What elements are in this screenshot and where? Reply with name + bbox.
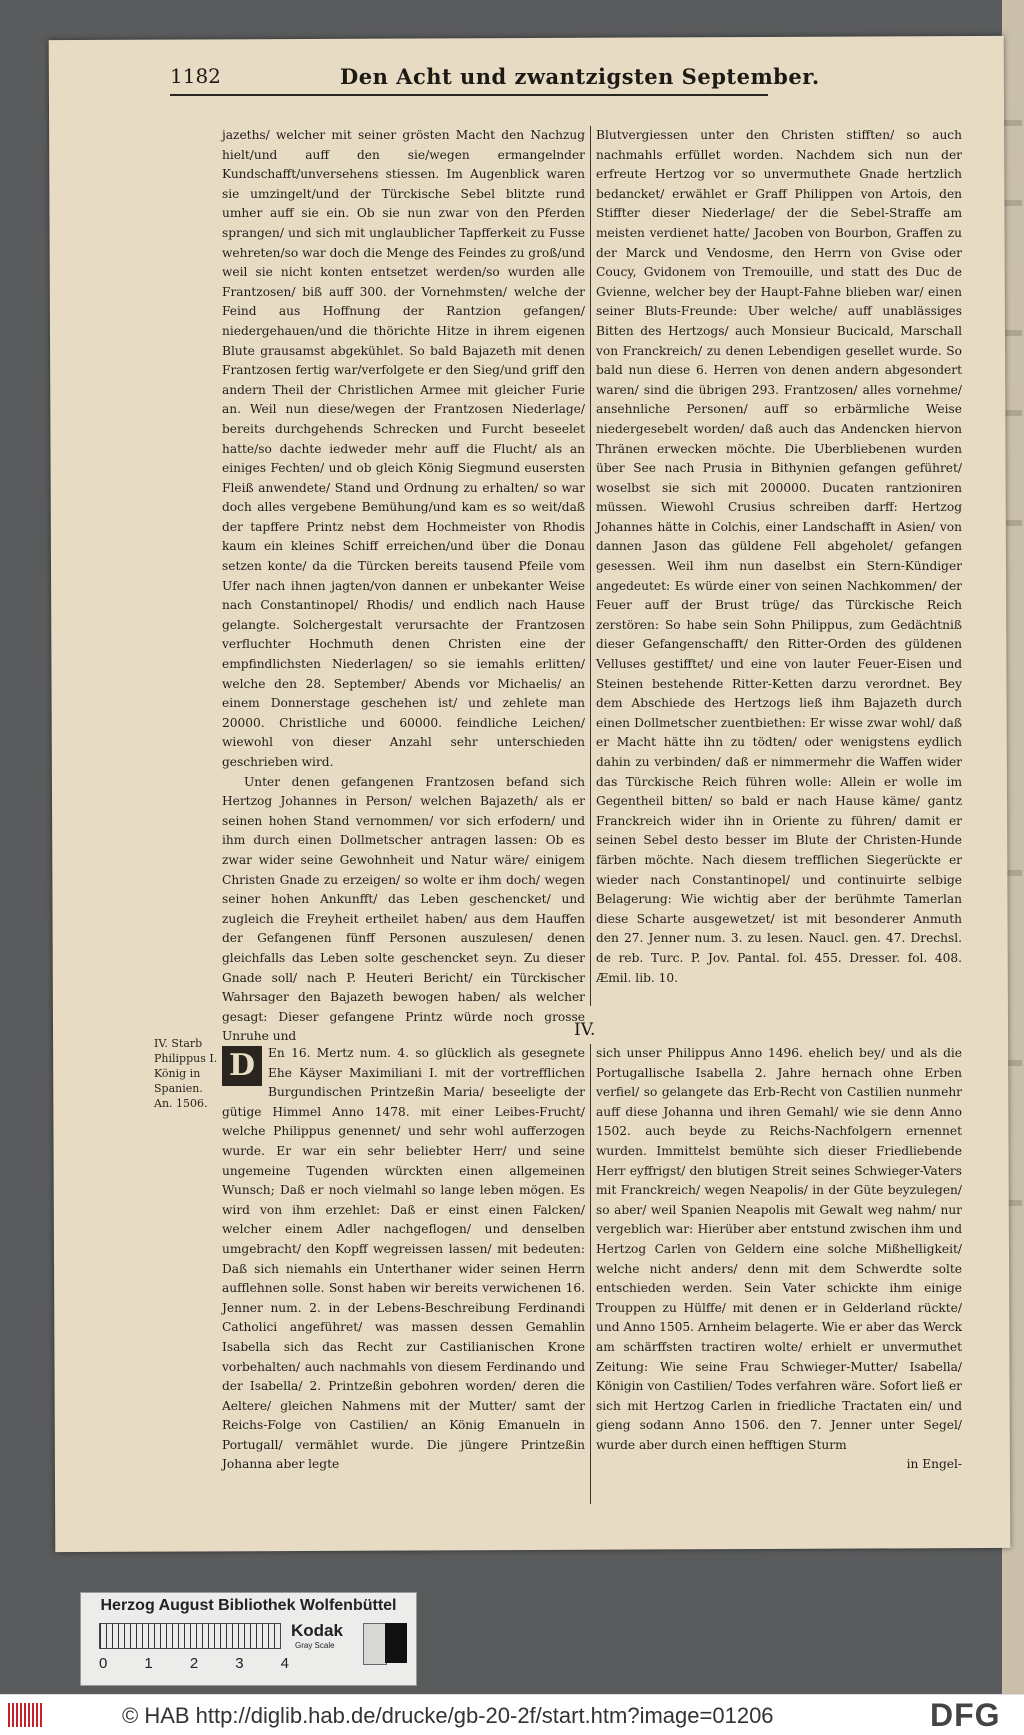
decorated-initial: D	[222, 1046, 262, 1086]
tick-label: 2	[189, 1655, 199, 1672]
text-column-2	[596, 126, 962, 1006]
dfg-logo: DFG	[930, 1697, 1001, 1733]
catchword: in Engel-	[906, 1457, 962, 1472]
page-number: 1182	[170, 64, 221, 88]
ruler-scale	[99, 1623, 281, 1649]
gray-swatch	[363, 1623, 387, 1665]
paragraph: jazeths/ welcher mit seiner grösten Macht den Nachzug hielt/und auff den sie/wegen ermangelnder Kundschafft/unversehens stiessen. Im Augenblick waren sie umzingelt/und der Türckische Sebel blitzte rund umher auff sie ein. Ob sie nun zwar von den Pferden sprangen/ und sich mit unglaublicher Tapfferkeit zu Fusse wehreten/so war doch die Menge des Feindes zu groß/und weil sie nicht konten entsetzet werden/so wurden alle Frantzosen/ biß auff 300. der Vornehmsten/ welche der Feind aus Hoffnung der Rantzion gefangen/ niedergehauen/und die thörichte Hitze in ihrem eigenen Blute grausamst abgekühlet. So bald Bajazeth mit denen Frantzosen fertig war/verfolgete er den Sieg/und griff den andern Theil der Christlichen Armee mit gleicher Furie an. Weil nun diese/wegen der Frantzosen Niederlage/ bereits durchgehends Schrecken und Furcht beseelet hatte/so dachte iedweder mehr auff die Flucht/ als an einiges Fechten/ und ob gleich König Siegmund eusersten Fleiß anwendete/ Stand und Ordnung zu erhalten/ so war doch alles vergebene Bemühung/und kam es so weit/daß der tapffere Printz nebst dem Hochmeister von Rhodis kaum ein kleines Schiff erreichen/und über die Donau setzen konte/ da die Türcken bereits tausend Pfeile vom Ufer nach ihnen jagten/von dannen er unbekanter Weise nach Constantinopel/ Rhodis/ und endlich nach Hause gelangte. Solchergestalt verursachte der Frantzosen verfluchter Hochmuth denen Christen eine der empfindlichsten Niederlagen/ so sie iemahls erlitten/ welche den 28. September/ Abends vor Michaelis/ an einem Donnerstage geschehen ist/ und zehlete man 20000. Christliche und 60000. feindliche Leichen/ wiewohl von dieser Anzahl sehr unterschieden geschrieben wird.	[222, 128, 585, 769]
text-column-4	[596, 1044, 962, 1504]
marginal-note: IV. Starb Philippus I. König in Spanien. An. 1506.	[154, 1037, 218, 1110]
black-swatch	[385, 1623, 407, 1663]
hab-logo-icon	[8, 1703, 44, 1727]
kodak-label: Kodak	[291, 1621, 343, 1640]
paragraph: Unter denen gefangenen Frantzosen befand sich Hertzog Johannes in Person/ welchen Bajazeth/ als er seinen hohen Stand vernommen/ vor sich erfodern/ und ihm durch einen Dollmetscher antragen lassen: Ob es zwar wider seine Gewohnheit und Natur wäre/ einigem Christen Gnade zu erzeigen/ so wolte er ihm doch/ wegen seiner hohen Ankunfft/ das Leben geschencket/ und zugleich die Freyheit ertheilet haben/ aus dem Hauffen der Gefangenen fünff Personen auszulesen/ denen gleichfalls das Leben solte geschencket seyn. Zu dieser Gnade soll/ nach P. Heuteri Bericht/ ein Türckischer Wahrsager den Bajazeth bewogen haben/ als welcher gesagt: Dieser gefangene Printz würde noch grosse Unruhe und	[222, 774, 585, 1044]
source-url[interactable]: © HAB http://diglib.hab.de/drucke/gb-20-2f/start.htm?image=01206	[122, 1703, 774, 1728]
text-column-3	[222, 1044, 585, 1504]
library-label: Herzog August Bibliothek Wolfenbüttel	[100, 1597, 397, 1614]
page-title: Den Acht und zwantzigsten September.	[340, 64, 820, 89]
tick-label: 0	[99, 1655, 108, 1672]
tick-label: 1	[144, 1655, 153, 1672]
paragraph: En 16. Mertz num. 4. so glücklich als gesegnete Ehe Käyser Maximiliani I. mit der vortrefflichen Burgundischen Printzeßin Maria/ beseeligte der gütige Himmel Anno 1478. mit einer Leibes-Frucht/ welche Philippus genennet/ und sehr wohl aufferzogen wurde. Er war ein sehr beliebter Herr/ und seine ungemeine Tugenden würckten einen allgemeinen Wunsch; Daß er noch vielmahl so lange leben mögen. Es wird von ihm erzehlet: Daß er einst einen Falcken/ welcher einem Adler nachgeflogen/ und denselben umgebracht/ den Kopff wegreissen lassen/ mit bedeuten: Daß sich niemahls ein Unterthaner wider seinen Herrn aufflehnen solle. Sonst haben wir bereits verwichenen 16. Jenner num. 2. in der Lebens-Beschreibung Ferdinandi Catholici angeführet/ was massen dessen Gemahlin Isabella sich das Recht zur Castilianischen Krone vorbehalten/ auch nachmahls von diesem Ferdinando und der Isabella/ 2. Printzeßin gebohren worden/ deren die Aeltere/ gleichen Nahmens mit der Mutter/ samt der Reichs-Folge von Castilien/ an König Emanueln in Portugall/ vermählet wurde. Die jüngere Printzeßin Johanna aber legte	[222, 1046, 585, 1472]
section-heading: IV.	[574, 1020, 596, 1040]
footer-bar	[0, 1694, 1024, 1735]
ruler-ticks	[99, 1655, 289, 1672]
tick-label: 3	[235, 1655, 244, 1672]
paragraph: Blutvergiessen unter den Christen stifften/ so auch nachmahls erfüllet worden. Nachdem sich nun der erfreute Hertzog vor so unvermuthete Gnade hertzlich bedancket/ erwählet er Graff Philippen von Artois, den Stiffter dieser Niederlage/ der die Sebel-Straffe am meisten verdienet hatte/ Jacoben von Bourbon, Graffen zu der Marck und Vendosme, den Herrn von Gvise oder Coucy, Gvidonem von Tremouille, und statt des Duc de Gvienne, welcher bey der Haupt-Fahne blieben war/ einen seiner Bluts-Freunde: Uber welche/ auff unablässiges Bitten des Hertzogs/ auch Monsieur Bucicald, Marschall von Franckreich/ zu denen Lebendigen gesellet wurde. So bald nun diese 6. Herren von denen andern abgesondert waren/ sind die übrigen 293. Frantzosen/ alles vornehme/ ansehnliche Personen/ auff so erbärmliche Weise niedergesebelt worden/ daß auch das Andencken hiervon Thränen erwecken möchte. Die Uberbliebenen wurden über See nach Prusia in Bithynien gefangen geführet/ woselbst sie sich mit 200000. Ducaten rantzioniren müssen. Wiewohl Crusius schreiben darff: Hertzog Johannes hätte in Colchis, einer Landschafft in Asien/ von dannen Jason das güldene Fell abgeholet/ gefangen gesessen. Weil ihm nun daselbst ein Stern-Kündiger angedeutet: Es würde einer von seinen Nachkommen/ der Feuer auff der Brust trüge/ das Türckische Reich zerstören: So habe sein Sohn Philippus, zum Gedächtniß dieser Gefangenschafft/ den Ritter-Orden des güldenen Velluses gestifftet/ und eine von lauter Feuer-Eisen und Steinen bestehende Ritter-Ketten darzu verordnet. Bey dem Abschiede des Hertzogs ließ ihm Bajazeth durch einen Dollmetscher zuentbiethen: Er wisse zwar wohl/ daß er Macht hätte ihn zu tödten/ oder wenigstens eydlich dahin zu verbinden/ daß er nimmermehr die Waffen wider das Türckische Reich führen wolle: Allein er wolle im Gegentheil bitten/ so bald er nach Hause käme/ gantz Franckreich wider ihn in Oriente zu führen/ damit er seinen Sebel desto besser im Blute der Christen-Hunde färben möchte. Nach diesem trefflichen Siegerückte er wieder nach Constantinopel/ und continuirte selbige Belagerung: Wie wichtig aber der berühmte Tamerlan diese Scharte ausgewetzet/ ist mit besonderer Anmuth den 27. Jenner num. 3. zu lesen. Naucl. gen. 47. Drechsl. de reb. Turc. P. Jov. Pantal. fol. 455. Dresser. fol. 408. Æmil. lib. 10.	[596, 128, 962, 985]
tick-label: 4	[280, 1655, 289, 1672]
paragraph: sich unser Philippus Anno 1496. ehelich bey/ und als die Portugallische Isabella 2. Jahre hernach ohne Erben verfiel/ so gelangete das Erb-Recht von Castilien nunmehr auff diese Johanna und ihren Gemahl/ wie sie denn Anno 1502. auch beyde zu Reichs-Nachfolgern ernennet wurden. Immittelst bemühte sich dieser Friedliebende Herr eyffrigst/ den blutigen Streit seines Schwieger-Vaters mit Franckreich/ wegen Neapolis/ in der Güte beyzulegen/ so aber/ weil Spanien Neapolis mit Gewalt weg nahm/ nur vergeblich war: Hierüber aber entstund zwischen ihm und Hertzog Carlen von Geldern eine solche Mißhelligkeit/ welche nicht anders/ denn mit dem Schwerdte solte entschieden werden. Sein Vater schickte ihm einige Trouppen zu Hülffe/ mit denen er in Gelderland rückte/ und Anno 1505. Arnheim belagerte. Wie er aber das Werck am schärffsten tractiren wolte/ erhielt er unvermuthet Zeitung: Wie seine Frau Schwieger-Mutter/ Isabella/ Königin von Castilien/ Todes verfahren wäre. Sofort ließ er sich mit Hertzog Carlen in friedliche Tractaten ein/ und gieng sodann Anno 1506. den 7. Jenner unter Segel/ wurde aber durch einen hefftigen Sturm	[596, 1046, 962, 1452]
column-divider	[590, 1044, 591, 1504]
color-calibration-bar	[80, 1592, 417, 1686]
column-divider	[590, 126, 591, 1006]
gray-scale-label: Gray Scale	[295, 1641, 335, 1650]
running-head	[170, 62, 820, 96]
